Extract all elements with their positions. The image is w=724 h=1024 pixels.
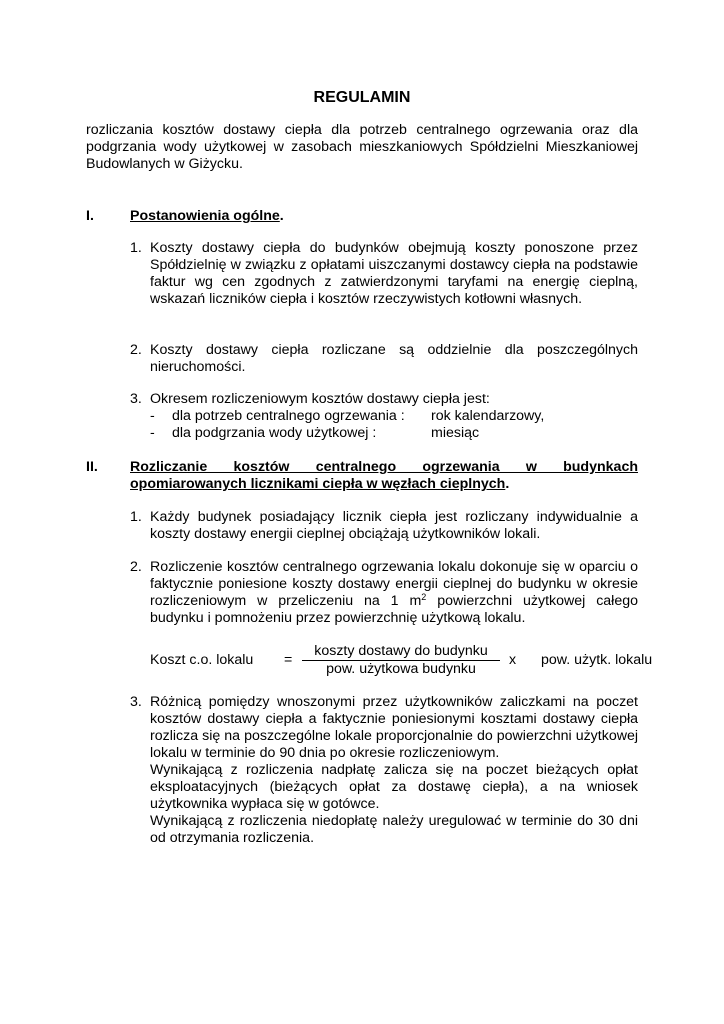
formula-numerator: koszty dostawy do budynku — [314, 643, 488, 659]
period-value-2: miesiąc — [431, 425, 480, 441]
section-2-title-line-1: Rozliczanie kosztów centralnego ogrzewania w budynkach — [130, 459, 638, 475]
formula-equals: = — [284, 652, 293, 668]
section-1-item-3-number: 3. — [130, 391, 142, 407]
section-2-item-3-overpayment: Wynikającą z rozliczenia nadpłatę zalicza się na poczet bieżących opłat eksploatacyjnych (bieżących opłat za dostawę ciepła), a na wniosek użytkownika wypłaca się w gotówce. — [150, 762, 638, 812]
section-1-item-2-number: 2. — [130, 342, 142, 358]
section-2-title-line-2-text: opomiarowanych licznikami ciepła w węzłach cieplnych — [130, 476, 506, 492]
period-label-2: dla podgrzania wody użytkowej : — [172, 425, 377, 441]
section-2-item-3-underpayment: Wynikającą z rozliczenia niedopłatę należy uregulować w terminie do 30 dni od otrzymania rozliczenia. — [150, 813, 638, 846]
section-2-item-2-text-after: powierzchni użytkowej całego budynku i pomnożeniu przez powierzchnię użytkową lokalu. — [150, 593, 638, 626]
section-2-title-line-2 — [130, 476, 509, 493]
section-2-item-3-main: Różnicą pomiędzy wnoszonymi przez użytkowników zaliczkami na poczet kosztów dostawy ciepła a faktycznie poniesionymi kosztami dostawy ciepła rozlicza się na poszczególne lokale proporcjonalnie do powierzchni użytkowej lokalu w terminie do 90 dnia po okresie rozliczeniowym. — [150, 694, 638, 761]
formula-lhs: Koszt c.o. lokalu — [150, 652, 254, 668]
period-label-1: dla potrzeb centralnego ogrzewania : — [172, 408, 405, 424]
period-value-1: rok kalendarzowy, — [431, 408, 545, 424]
section-2-item-2-text — [150, 559, 638, 627]
section-2-number: II. — [86, 459, 98, 475]
section-2-item-3-number: 3. — [130, 694, 142, 710]
period-dash-2: - — [150, 425, 155, 441]
section-2-item-1-text: Każdy budynek posiadający licznik ciepła jest rozliczany indywidualnie a koszty dostawy energii cieplnej obciążają użytkowników lokali. — [150, 509, 638, 542]
intro-paragraph: rozliczania kosztów dostawy ciepła dla potrzeb centralnego ogrzewania oraz dla podgrzania wody użytkowej w zasobach mieszkaniowych Spółdzielni Mieszkaniowej Budowlanych w Giżycku. — [86, 122, 638, 172]
section-1-item-1-number: 1. — [130, 240, 142, 256]
section-1-heading — [130, 208, 284, 225]
period-dash-1: - — [150, 408, 155, 424]
section-2-title-suffix: . — [505, 476, 510, 492]
section-1-title-suffix: . — [279, 208, 284, 224]
section-1-item-2-text: Koszty dostawy ciepła rozliczane są oddzielnie dla poszczególnych nieruchomości. — [150, 342, 638, 375]
section-2-item-3-text — [150, 694, 638, 847]
section-1-item-3-text: Okresem rozliczeniowym kosztów dostawy ciepła jest: — [150, 391, 490, 407]
section-2-item-2-number: 2. — [130, 559, 142, 575]
formula-fraction — [302, 643, 500, 678]
document-title: REGULAMIN — [313, 89, 411, 106]
formula-times: x — [509, 652, 517, 668]
section-2-item-1-number: 1. — [130, 509, 142, 525]
section-2-item-2-text-before: Rozliczenie kosztów centralnego ogrzewania lokalu dokonuje się w oparciu o faktycznie poniesione koszty dostawy energii cieplnej do budynku w okresie rozliczeniowym w przeliczeniu na 1 m — [150, 559, 638, 609]
section-1-item-1-text: Koszty dostawy ciepła do budynków obejmują koszty ponoszone przez Spółdzielnię w związku z opłatami uiszczanymi dostawcy ciepła na podstawie faktur wg cen zgodnych z zatwierdzonymi taryfami na energię cieplną, wskazań liczników ciepła i kosztów rzeczywistych kotłowni własnych. — [150, 240, 638, 307]
formula-denominator: pow. użytkowa budynku — [302, 660, 500, 678]
formula-rhs: pow. użytk. lokalu — [541, 652, 653, 668]
section-1-number: I. — [86, 208, 94, 224]
section-1-title: Postanowienia ogólne — [130, 208, 280, 224]
superscript-2: 2 — [421, 592, 427, 602]
